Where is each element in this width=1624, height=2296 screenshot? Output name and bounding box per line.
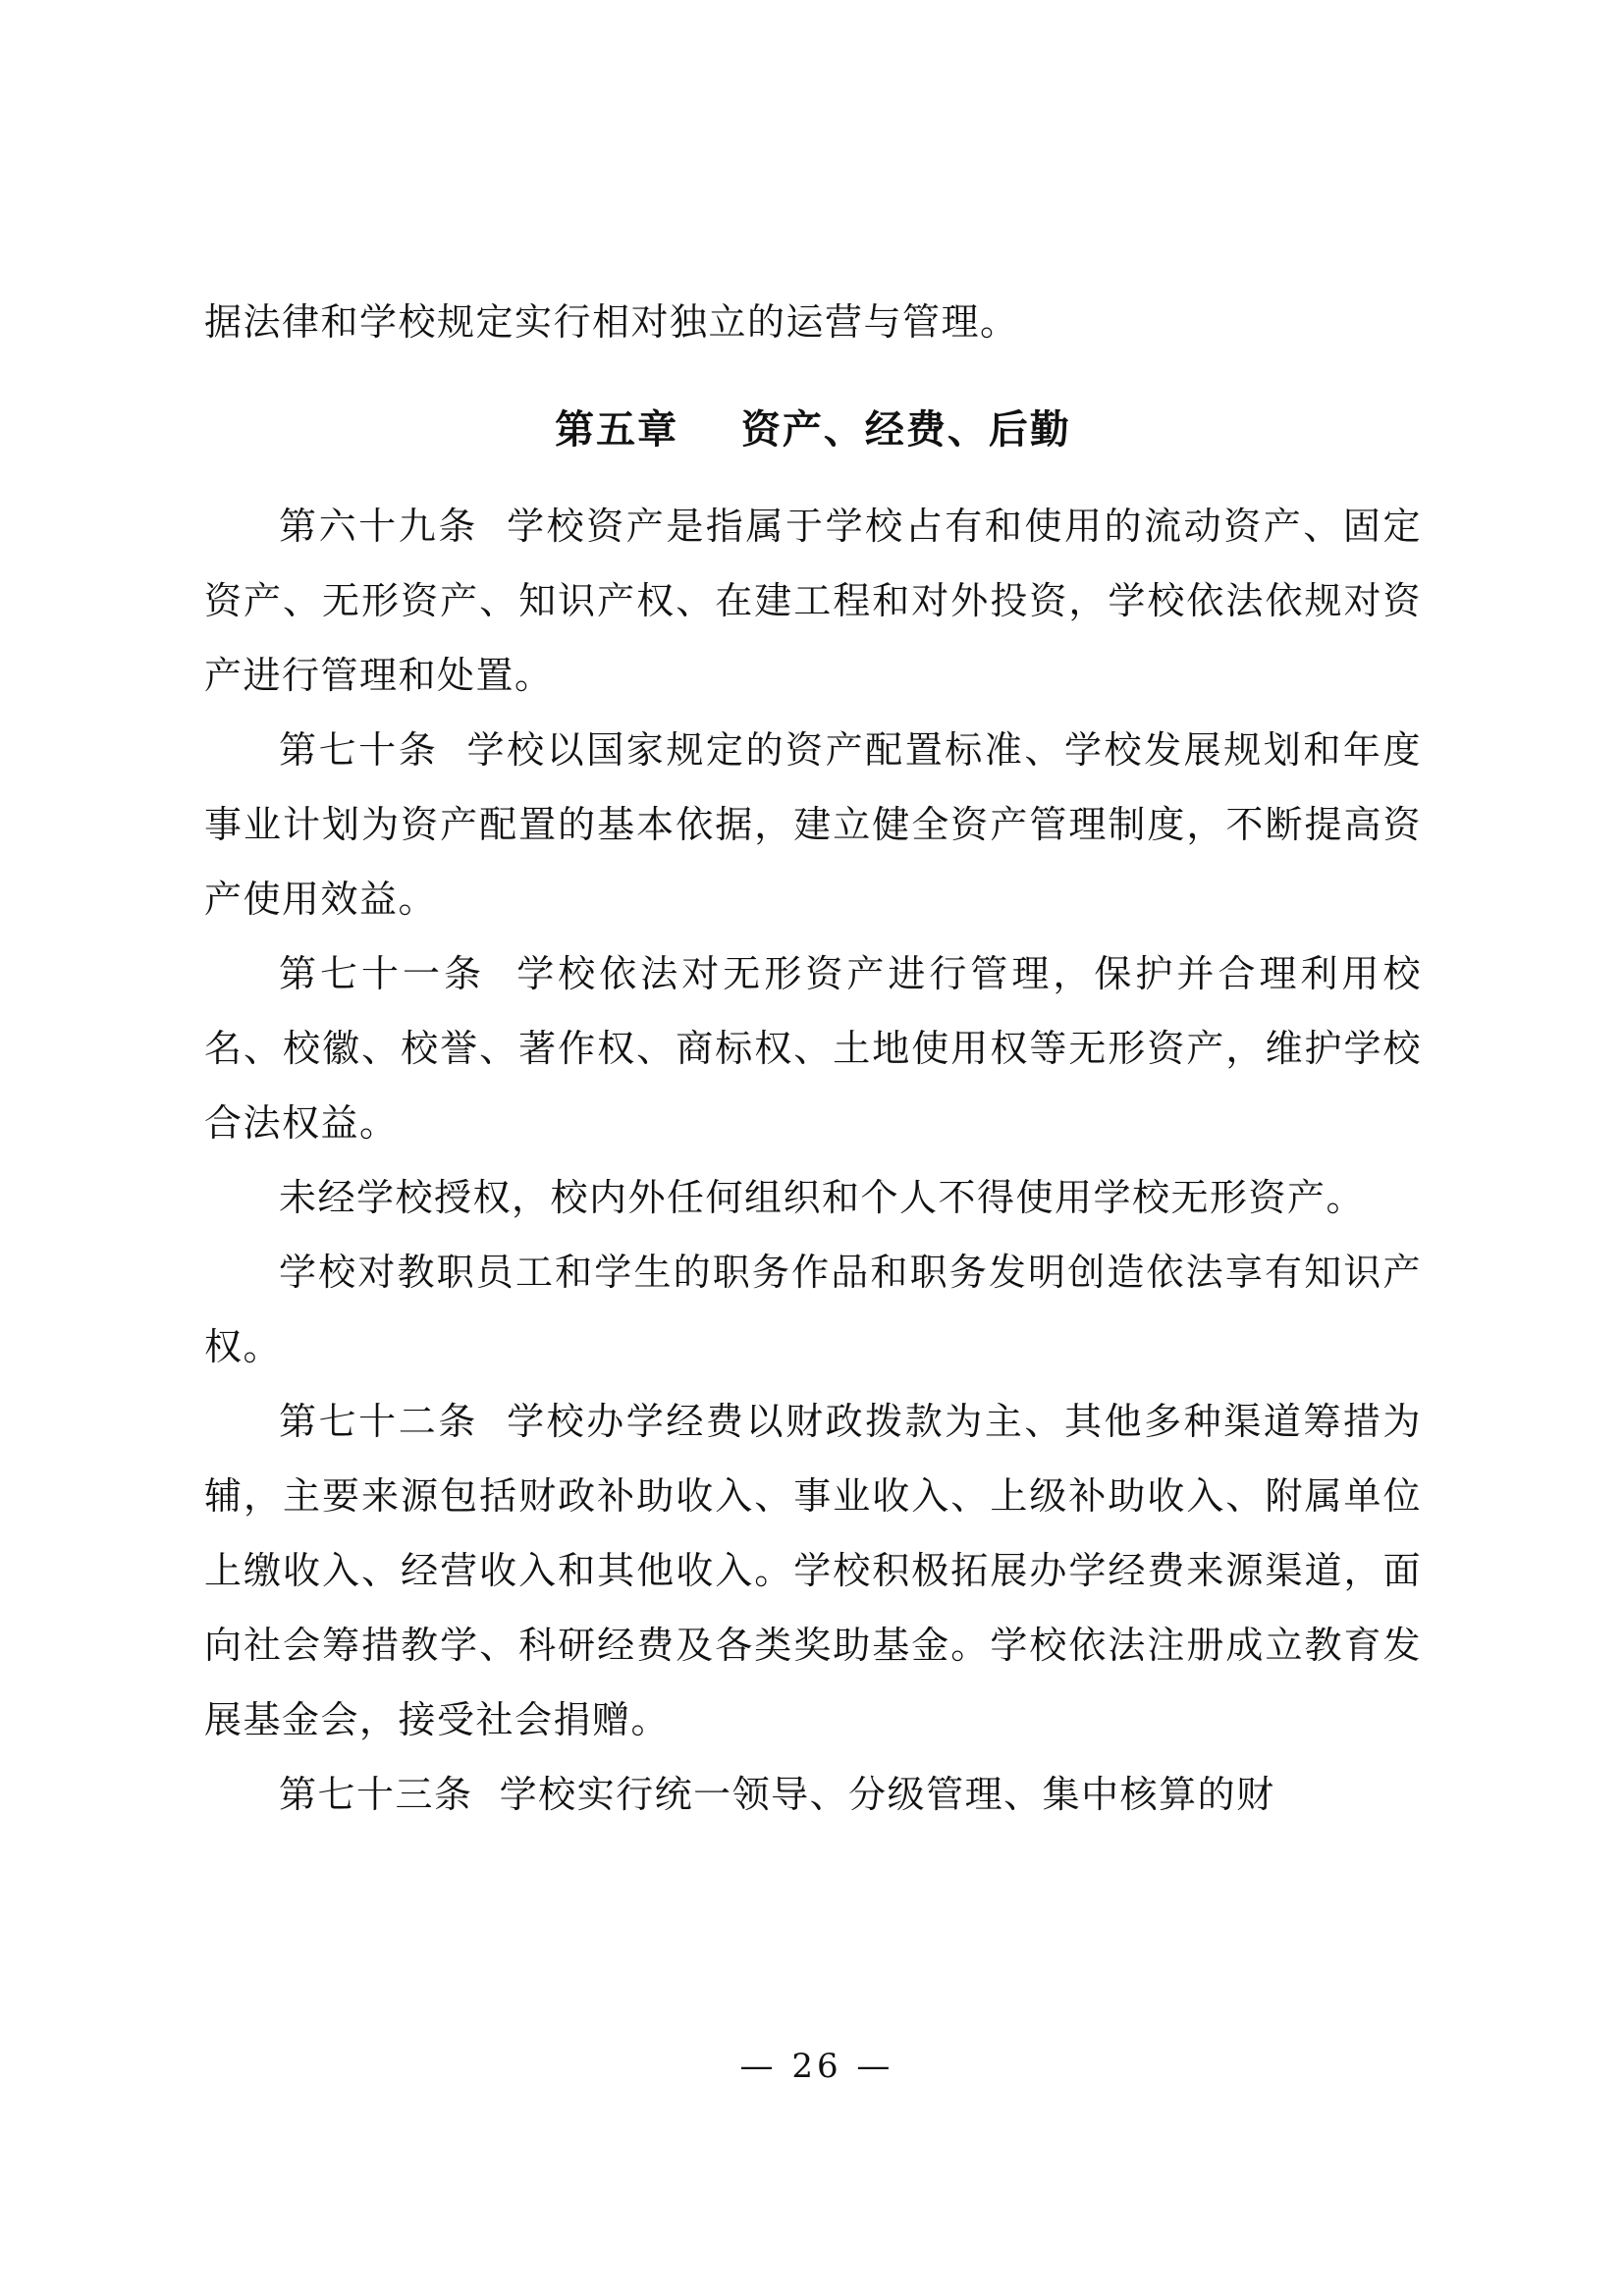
- article-71: 第七十一条 学校依法对无形资产进行管理，保护并合理利用校名、校徽、校誉、著作权、商标权、土地使用权等无形资产，维护学校合法权益。: [204, 952, 1422, 1145]
- page-number-label: — 26 —: [739, 2047, 894, 2086]
- article-71-paragraph-3: 学校对教职员工和学生的职务作品和职务发明创造依法享有知识产权。: [204, 1251, 1422, 1368]
- page-body: [204, 285, 1422, 1832]
- article-73: 第七十三条 学校实行统一领导、分级管理、集中核算的财: [279, 1773, 1275, 1816]
- article-70: 第七十条 学校以国家规定的资产配置标准、学校发展规划和年度事业计划为资产配置的基本依据，建立健全资产管理制度，不断提高资产使用效益。: [204, 728, 1422, 921]
- paragraph-continuation: 据法律和学校规定实行相对独立的运营与管理。: [204, 300, 1019, 344]
- article-71-paragraph-2: 未经学校授权，校内外任何组织和个人不得使用学校无形资产。: [279, 1176, 1366, 1219]
- article-69: 第六十九条 学校资产是指属于学校占有和使用的流动资产、固定资产、无形资产、知识产权、在建工程和对外投资，学校依法依规对资产进行管理和处置。: [204, 505, 1422, 697]
- chapter-heading: 第五章 资产、经费、后勤: [555, 406, 1071, 453]
- page-number: [0, 2047, 1624, 2086]
- article-72: 第七十二条 学校办学经费以财政拨款为主、其他多种渠道筹措为辅，主要来源包括财政补助收入、事业收入、上级补助收入、附属单位上缴收入、经营收入和其他收入。学校积极拓展办学经费来源渠道，面向社会筹措教学、科研经费及各类奖助基金。学校依法注册成立教育发展基金会，接受社会捐赠。: [204, 1400, 1422, 1741]
